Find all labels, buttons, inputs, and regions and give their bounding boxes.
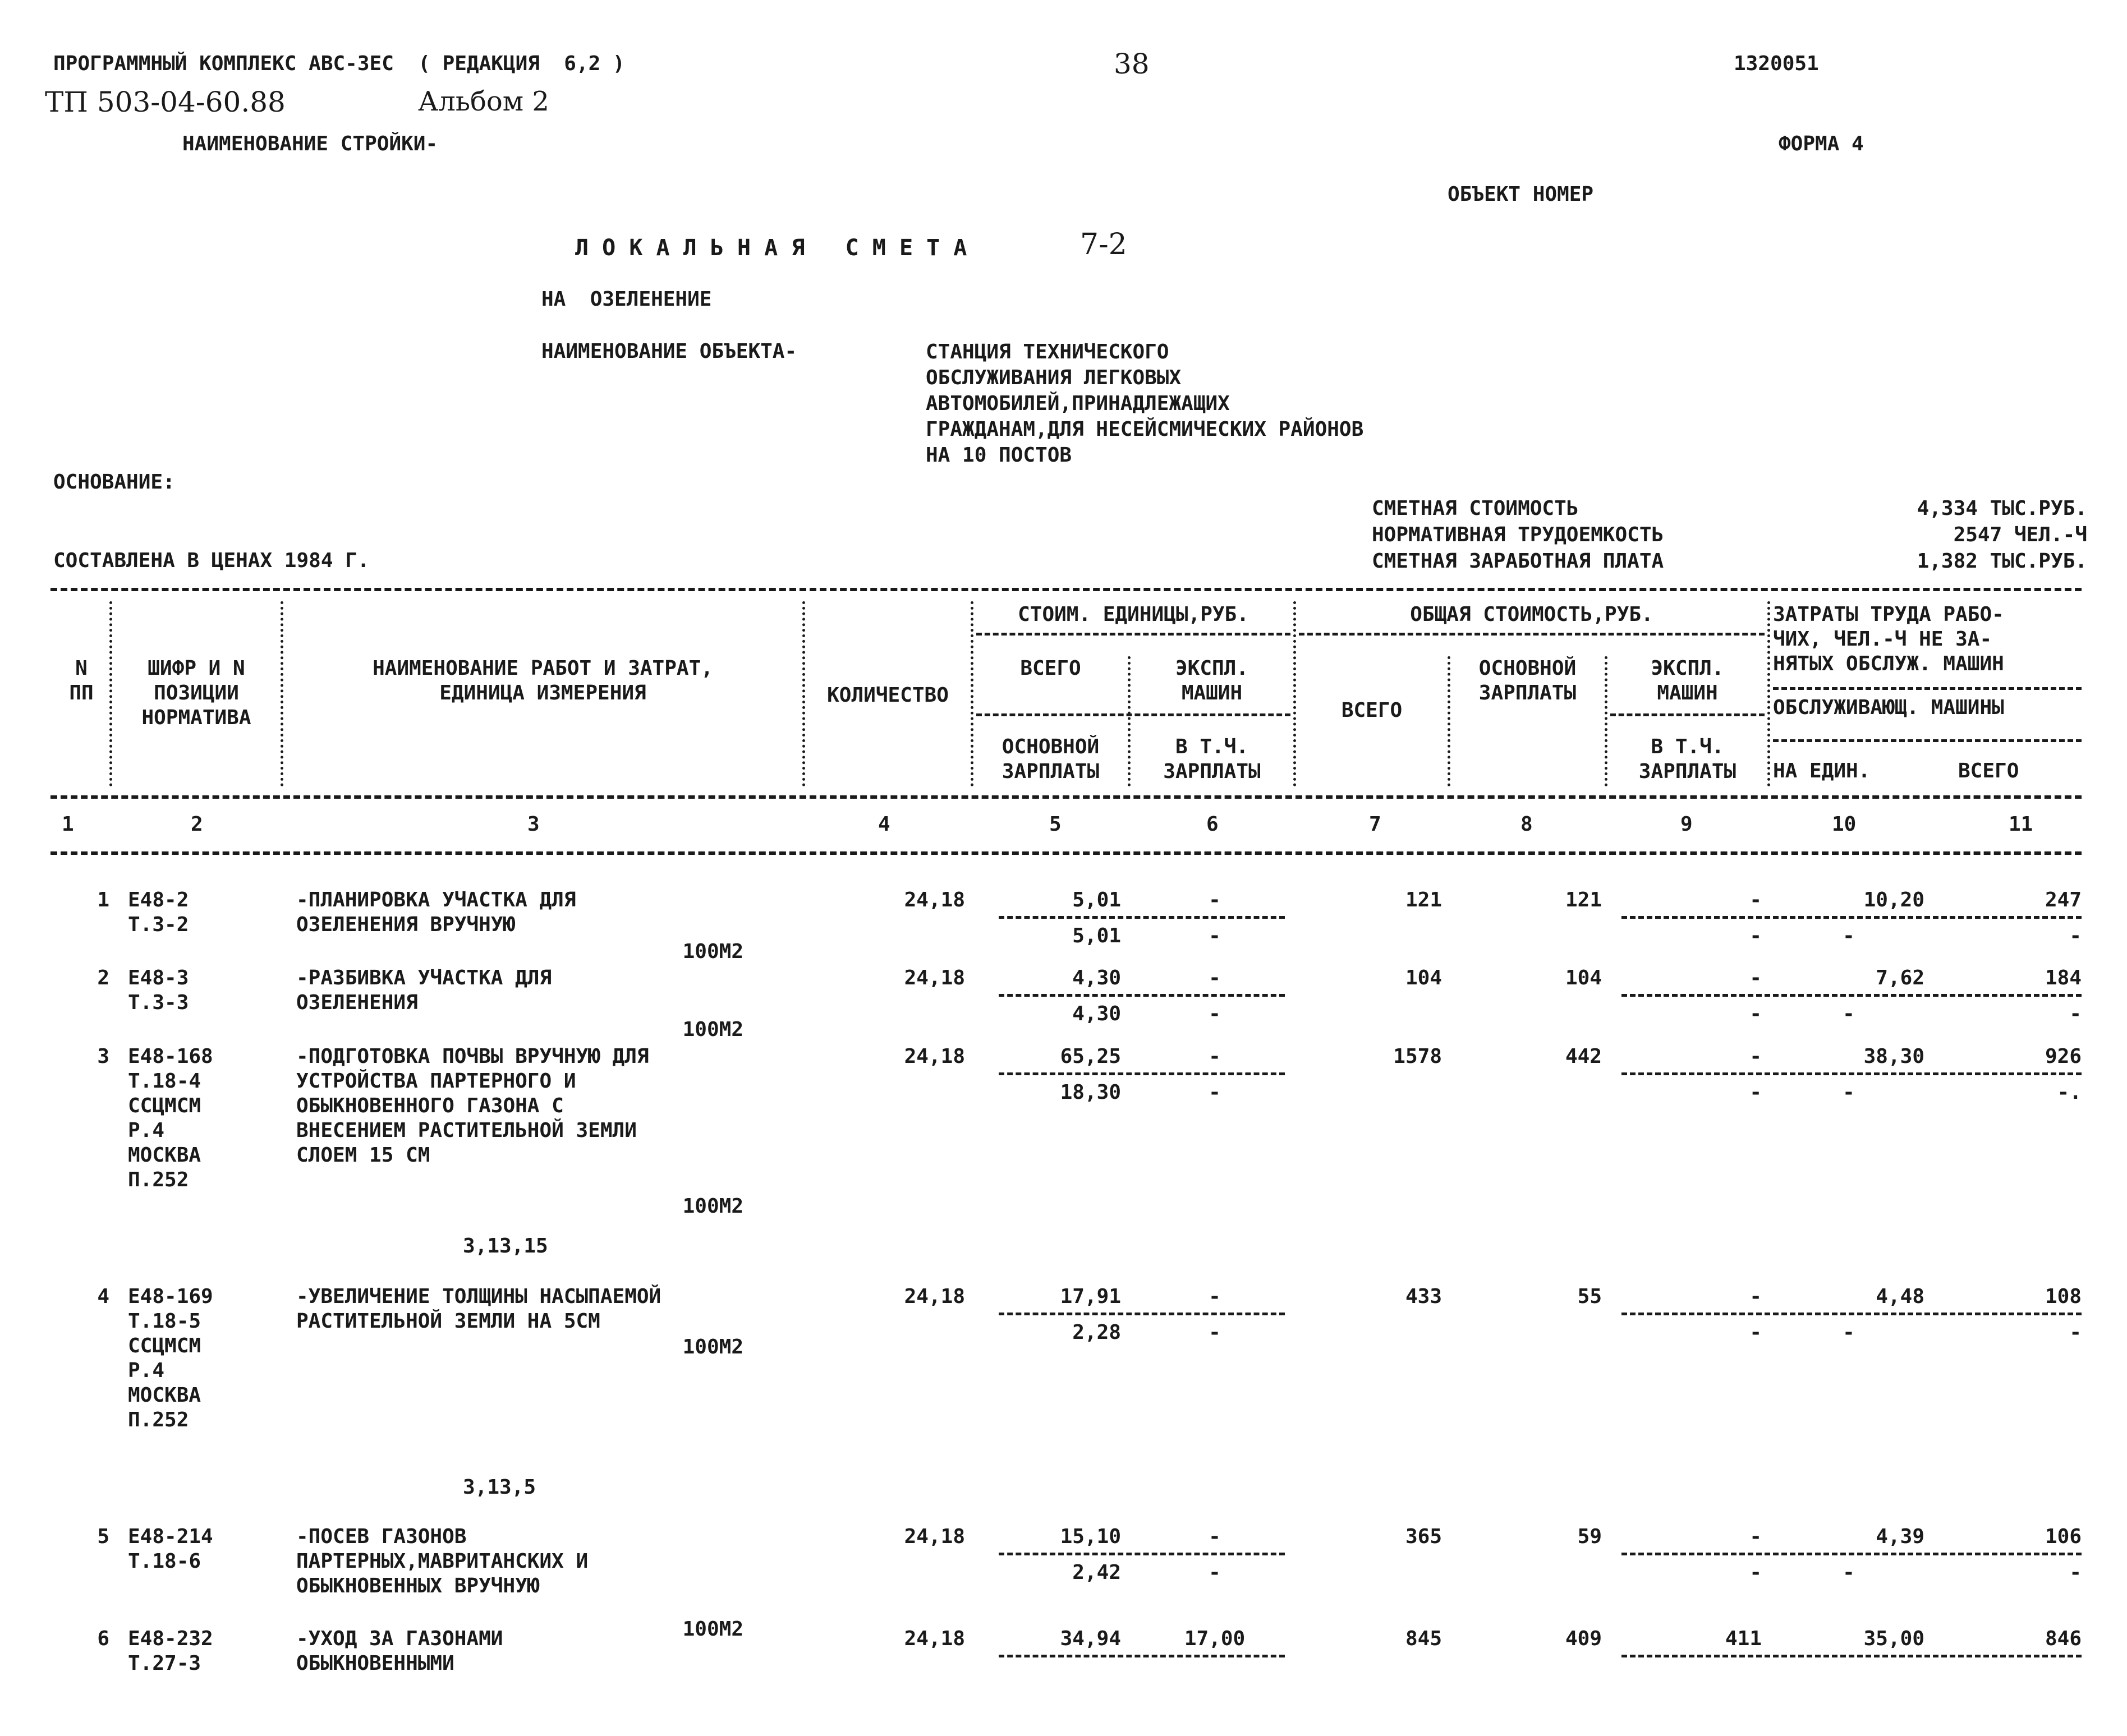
estimate-number: 7-2 xyxy=(1080,228,1127,261)
row-unit-total: 34,94 xyxy=(1060,1627,1121,1650)
row-labor-total: 184 xyxy=(2045,966,2082,989)
row-name: -РАЗБИВКА УЧАСТКА ДЛЯ ОЗЕЛЕНЕНИЯ xyxy=(296,966,552,1014)
column-number: 4 xyxy=(878,813,890,836)
col-sep xyxy=(109,601,112,786)
row-labor-per-unit: 35,00 xyxy=(1863,1627,1924,1650)
row-divider xyxy=(1621,994,2082,997)
row-total-machine-wage: - xyxy=(1749,1002,1762,1025)
object-number-label: ОБЪЕКТ НОМЕР xyxy=(1448,183,1594,206)
row-labor-total: 106 xyxy=(2045,1525,2082,1548)
form-label: ФОРМА 4 xyxy=(1779,132,1864,155)
col-header-labor: ЗАТРАТЫ ТРУДА РАБО- ЧИХ, ЧЕЛ.-Ч НЕ ЗА- НЯТЫХ ОБСЛУЖ. МАШИН xyxy=(1773,603,2004,675)
row-name: -ПОДГОТОВКА ПОЧВЫ ВРУЧНУЮ ДЛЯ УСТРОЙСТВА ПАРТЕРНОГО И ОБЫКНОВЕННОГО ГАЗОНА С ВНЕСЕНИЕМ РАСТИТЕЛЬНОЙ ЗЕМЛИ СЛОЕМ 15 СМ xyxy=(296,1045,649,1167)
row-labor-per-unit-sub: - xyxy=(1843,1561,1855,1584)
row-total-wage: 409 xyxy=(1565,1627,1602,1650)
column-number: 8 xyxy=(1520,813,1533,836)
row-divider xyxy=(999,1553,1285,1555)
row-total: 104 xyxy=(1405,966,1442,989)
row-labor-per-unit: 10,20 xyxy=(1863,888,1924,911)
column-number: 7 xyxy=(1369,813,1381,836)
col-sep xyxy=(1448,656,1450,786)
row-code: Е48-168 Т.18-4 ССЦМСМ Р.4 МОСКВА П.252 xyxy=(128,1045,213,1191)
rule xyxy=(50,795,2082,799)
column-number: 3 xyxy=(527,813,540,836)
row-total-machines: - xyxy=(1749,966,1762,989)
column-number: 10 xyxy=(1832,813,1857,836)
col-header-unit-cost: СТОИМ. ЕДИНИЦЫ,РУБ. xyxy=(1018,603,1249,626)
row-qty: 24,18 xyxy=(904,888,965,911)
row-divider xyxy=(999,994,1285,997)
summary-label: НОРМАТИВНАЯ ТРУДОЕМКОСТЬ xyxy=(1372,523,1664,546)
row-number: 6 xyxy=(97,1627,109,1650)
col-sep xyxy=(281,601,283,786)
row-qty: 24,18 xyxy=(904,1627,965,1650)
row-labor-total: 108 xyxy=(2045,1285,2082,1308)
row-total-machine-wage: - xyxy=(1749,924,1762,947)
estimate-for-label: НА ОЗЕЛЕНЕНИЕ xyxy=(541,288,712,311)
page-number: 38 xyxy=(1114,48,1150,80)
basis-label: ОСНОВАНИЕ: xyxy=(53,471,175,494)
col-sep xyxy=(1767,601,1770,786)
row-unit-wage: 2,28 xyxy=(1072,1321,1121,1344)
sub-rule xyxy=(1773,739,2082,742)
row-divider xyxy=(1621,1072,2082,1075)
col-header-number: N ПП xyxy=(69,657,94,704)
row-code: Е48-214 Т.18-6 xyxy=(128,1525,213,1573)
row-labor-per-unit: 4,48 xyxy=(1876,1285,1924,1308)
prices-label: СОСТАВЛЕНА В ЦЕНАХ 1984 Г. xyxy=(53,549,370,572)
row-qty: 24,18 xyxy=(904,1525,965,1548)
row-total-machines: 411 xyxy=(1725,1627,1762,1650)
sub-rule xyxy=(976,713,1290,716)
row-unit-machines: - xyxy=(1209,1285,1221,1308)
doc-number: 1320051 xyxy=(1734,52,1819,75)
row-labor-total: 247 xyxy=(2045,888,2082,911)
object-name: СТАНЦИЯ ТЕХНИЧЕСКОГО ОБСЛУЖИВАНИЯ ЛЕГКОВЫХ АВТОМОБИЛЕЙ,ПРИНАДЛЕЖАЩИХ ГРАЖДАНАМ,ДЛЯ НЕСЕЙСМИЧЕСКИХ РАЙОНОВ НА 10 ПОСТОВ xyxy=(926,340,1364,467)
col-header-total: ВСЕГО xyxy=(1341,699,1403,722)
row-unit-machine-wage: - xyxy=(1209,1002,1221,1025)
column-number: 1 xyxy=(62,813,74,836)
col-header-unit-total: ВСЕГО xyxy=(1020,657,1081,680)
row-unit-wage: 18,30 xyxy=(1060,1081,1121,1104)
row-unit-machine-wage: - xyxy=(1209,1321,1221,1344)
row-labor-per-unit-sub: - xyxy=(1843,1321,1855,1344)
construction-name-label: НАИМЕНОВАНИЕ СТРОЙКИ- xyxy=(182,132,438,155)
column-number: 9 xyxy=(1680,813,1693,836)
row-name: -ПОСЕВ ГАЗОНОВ ПАРТЕРНЫХ,МАВРИТАНСКИХ И ОБЫКНОВЕННЫХ ВРУЧНУЮ xyxy=(296,1525,589,1597)
row-unit: 100М2 xyxy=(682,1336,743,1359)
row-number: 2 xyxy=(97,966,109,989)
row-total-machine-wage: - xyxy=(1749,1561,1762,1584)
object-label: НАИМЕНОВАНИЕ ОБЪЕКТА- xyxy=(541,340,797,363)
project-code: ТП 503-04-60.88 xyxy=(45,86,286,118)
row-unit-wage: 5,01 xyxy=(1072,924,1121,947)
col-header-per-unit: НА ЕДИН. xyxy=(1773,759,1871,782)
col-header-unit-machine-wage: В Т.Ч. ЗАРПЛАТЫ xyxy=(1163,735,1261,783)
row-number: 5 xyxy=(97,1525,109,1548)
row-labor-total-sub: - xyxy=(2069,1321,2082,1344)
row-unit: 100М2 xyxy=(682,940,743,963)
row-unit-machines: - xyxy=(1209,1525,1221,1548)
row-name: -УВЕЛИЧЕНИЕ ТОЛЩИНЫ НАСЫПАЕМОЙ РАСТИТЕЛЬНОЙ ЗЕМЛИ НА 5СМ xyxy=(296,1285,661,1333)
row-qty: 24,18 xyxy=(904,1285,965,1308)
row-code: Е48-2 Т.3-2 xyxy=(128,888,189,936)
col-header-labor-sub: ОБСЛУЖИВАЮЩ. МАШИНЫ xyxy=(1773,696,2004,719)
row-total-wage: 55 xyxy=(1577,1285,1602,1308)
row-unit-machines: - xyxy=(1209,966,1221,989)
row-total-machines: - xyxy=(1749,888,1762,911)
row-labor-per-unit: 4,39 xyxy=(1876,1525,1924,1548)
col-header-code: ШИФР И N ПОЗИЦИИ НОРМАТИВА xyxy=(141,657,251,729)
row-total: 845 xyxy=(1405,1627,1442,1650)
row-total-wage: 59 xyxy=(1577,1525,1602,1548)
column-number: 6 xyxy=(1206,813,1219,836)
row-qty: 24,18 xyxy=(904,966,965,989)
row-code: Е48-232 Т.27-3 xyxy=(128,1627,213,1675)
row-total-wage: 121 xyxy=(1565,888,1602,911)
col-sep xyxy=(1128,656,1131,786)
row-total-machine-wage: - xyxy=(1749,1321,1762,1344)
row-divider xyxy=(1621,1655,2082,1657)
row-divider xyxy=(1621,1553,2082,1555)
row-name: -ПЛАНИРОВКА УЧАСТКА ДЛЯ ОЗЕЛЕНЕНИЯ ВРУЧНУЮ xyxy=(296,888,576,936)
col-header-total-wage: ОСНОВНОЙ ЗАРПЛАТЫ xyxy=(1478,657,1577,704)
row-labor-total-sub: -. xyxy=(2057,1081,2082,1104)
row-number: 3 xyxy=(97,1045,109,1068)
row-unit-machine-wage: - xyxy=(1209,1561,1221,1584)
sub-rule xyxy=(1610,713,1765,716)
row-total-machines: - xyxy=(1749,1285,1762,1308)
row-total: 365 xyxy=(1405,1525,1442,1548)
row-divider xyxy=(999,1313,1285,1315)
col-header-qty: КОЛИЧЕСТВО xyxy=(827,684,949,707)
row-unit-machines: - xyxy=(1209,888,1221,911)
row-divider xyxy=(999,1655,1285,1657)
row-labor-total-sub: - xyxy=(2069,924,2082,947)
row-unit-wage: 4,30 xyxy=(1072,1002,1121,1025)
row-labor-total-sub: - xyxy=(2069,1561,2082,1584)
row-total-machines: - xyxy=(1749,1045,1762,1068)
row-note: 3,13,5 xyxy=(463,1476,536,1499)
row-unit-total: 5,01 xyxy=(1072,888,1121,911)
row-unit: 100М2 xyxy=(682,1618,743,1641)
row-unit-total: 4,30 xyxy=(1072,966,1121,989)
col-header-labor-total: ВСЕГО xyxy=(1958,759,2019,782)
row-unit-machines: 17,00 xyxy=(1184,1627,1246,1650)
row-number: 4 xyxy=(97,1285,109,1308)
row-divider xyxy=(1621,1313,2082,1315)
row-divider xyxy=(999,1072,1285,1075)
row-labor-per-unit-sub: - xyxy=(1843,1081,1855,1104)
rule xyxy=(50,851,2082,855)
row-labor-per-unit: 38,30 xyxy=(1863,1045,1924,1068)
row-total-wage: 104 xyxy=(1565,966,1602,989)
row-total: 1578 xyxy=(1393,1045,1442,1068)
rule xyxy=(50,588,2082,591)
row-code: Е48-169 Т.18-5 ССЦМСМ Р.4 МОСКВА П.252 xyxy=(128,1285,213,1431)
col-header-total-machines: ЭКСПЛ. МАШИН xyxy=(1651,657,1724,704)
summary-value: 1,382 ТЫС.РУБ. xyxy=(1917,550,2087,573)
row-divider xyxy=(999,916,1285,919)
row-labor-total: 846 xyxy=(2045,1627,2082,1650)
col-header-total-cost: ОБЩАЯ СТОИМОСТЬ,РУБ. xyxy=(1410,603,1653,626)
estimate-heading: Л О К А Л Ь Н А Я С М Е Т А xyxy=(575,235,967,261)
column-number: 11 xyxy=(2009,813,2033,836)
row-code: Е48-3 Т.3-3 xyxy=(128,966,189,1014)
row-number: 1 xyxy=(97,888,109,911)
row-unit-machine-wage: - xyxy=(1209,924,1221,947)
row-labor-per-unit-sub: - xyxy=(1843,1002,1855,1025)
row-name: -УХОД ЗА ГАЗОНАМИ ОБЫКНОВЕННЫМИ xyxy=(296,1627,503,1675)
col-header-unit-wage: ОСНОВНОЙ ЗАРПЛАТЫ xyxy=(1002,735,1100,783)
row-unit: 100М2 xyxy=(682,1018,743,1041)
column-number: 5 xyxy=(1049,813,1062,836)
row-total-wage: 442 xyxy=(1565,1045,1602,1068)
row-divider xyxy=(1621,916,2082,919)
col-header-name: НАИМЕНОВАНИЕ РАБОТ И ЗАТРАТ, ЕДИНИЦА ИЗМЕРЕНИЯ xyxy=(373,657,713,704)
row-unit-machines: - xyxy=(1209,1045,1221,1068)
row-unit-total: 65,25 xyxy=(1060,1045,1121,1068)
row-qty: 24,18 xyxy=(904,1045,965,1068)
col-header-unit-machines: ЭКСПЛ. МАШИН xyxy=(1175,657,1249,704)
row-total-machines: - xyxy=(1749,1525,1762,1548)
program-name: ПРОГРАММНЫЙ КОМПЛЕКС АВС-ЗЕС ( РЕДАКЦИЯ 6,2 ) xyxy=(53,52,625,75)
col-sep xyxy=(1605,656,1607,786)
row-note: 3,13,15 xyxy=(463,1235,548,1258)
sub-rule xyxy=(1773,687,2082,690)
sub-rule xyxy=(1299,633,1765,636)
sub-rule xyxy=(976,633,1290,636)
row-unit-wage: 2,42 xyxy=(1072,1561,1121,1584)
row-unit-total: 17,91 xyxy=(1060,1285,1121,1308)
row-labor-per-unit-sub: - xyxy=(1843,924,1855,947)
row-unit-machine-wage: - xyxy=(1209,1081,1221,1104)
row-labor-total: 926 xyxy=(2045,1045,2082,1068)
summary-value: 2547 ЧЕЛ.-Ч xyxy=(1953,523,2087,546)
row-labor-per-unit: 7,62 xyxy=(1876,966,1924,989)
row-total: 433 xyxy=(1405,1285,1442,1308)
row-unit-total: 15,10 xyxy=(1060,1525,1121,1548)
album-label: Альбом 2 xyxy=(418,86,549,117)
col-sep xyxy=(971,601,973,786)
summary-label: СМЕТНАЯ ЗАРАБОТНАЯ ПЛАТА xyxy=(1372,550,1664,573)
summary-label: СМЕТНАЯ СТОИМОСТЬ xyxy=(1372,497,1579,520)
col-header-total-machine-wage: В Т.Ч. ЗАРПЛАТЫ xyxy=(1638,735,1736,783)
row-total: 121 xyxy=(1405,888,1442,911)
summary-value: 4,334 ТЫС.РУБ. xyxy=(1917,497,2087,520)
row-labor-total-sub: - xyxy=(2069,1002,2082,1025)
column-number: 2 xyxy=(191,813,203,836)
row-unit: 100М2 xyxy=(682,1195,743,1218)
col-sep xyxy=(1293,601,1296,786)
row-total-machine-wage: - xyxy=(1749,1081,1762,1104)
